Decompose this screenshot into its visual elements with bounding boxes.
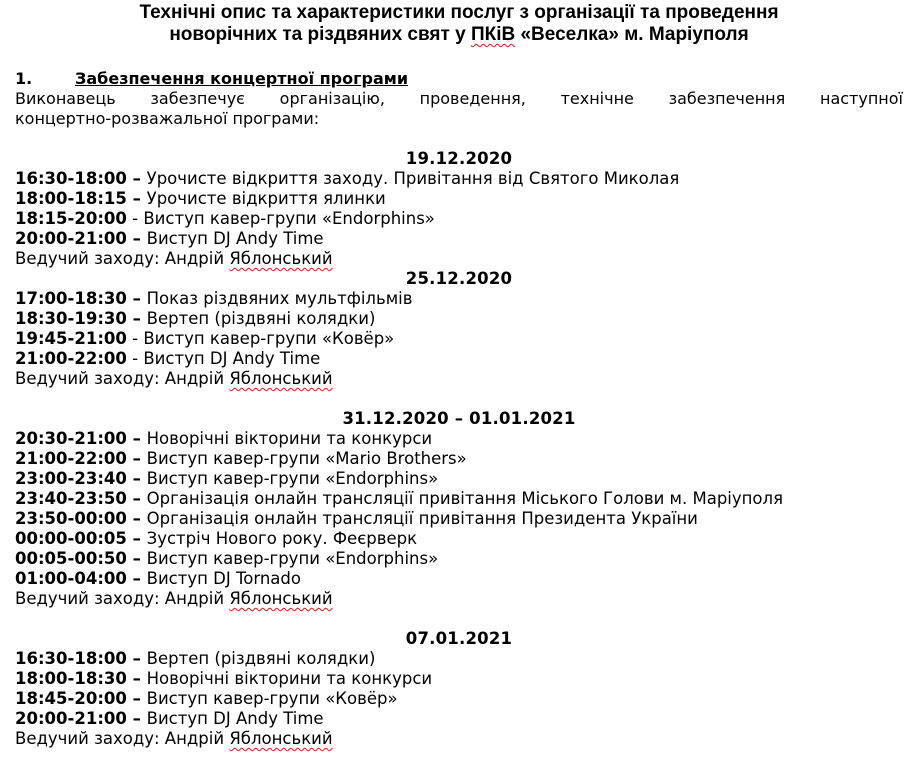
schedule-text: Вертеп (різдвяні колядки) <box>146 649 376 668</box>
schedule-row <box>15 489 903 509</box>
schedule-text: Урочисте відкриття заходу. Привітання від Святого Миколая <box>146 169 680 188</box>
host-line <box>15 369 903 389</box>
host-line <box>15 249 903 269</box>
schedule-time: 01:00-04:00 <box>15 569 127 588</box>
schedule-row <box>15 229 903 249</box>
section-heading <box>15 69 903 89</box>
schedule-row <box>15 329 903 349</box>
schedule-time: 20:30-21:00 <box>15 429 127 448</box>
schedule-text: Виступ кавер-групи «Endorphins» <box>146 469 439 488</box>
schedule-row <box>15 709 903 729</box>
host-surname: Яблонський <box>229 589 333 608</box>
schedule-text: Виступ кавер-групи «Ковёр» <box>146 689 398 708</box>
day-date: 07.01.2021 <box>405 629 513 648</box>
schedule-row <box>15 469 903 489</box>
section-name: Забезпечення концертної програми <box>75 69 409 88</box>
schedule-time: 23:40-23:50 <box>15 489 127 508</box>
title-line-1: Технічні опис та характеристики послуг з організації та проведення <box>139 2 779 23</box>
schedule-row <box>15 309 903 329</box>
schedule-row <box>15 189 903 209</box>
schedule-time: 23:00-23:40 <box>15 469 127 488</box>
host-surname: Яблонський <box>229 729 333 748</box>
schedule-dash: – <box>126 229 147 248</box>
day-block-3 <box>15 409 903 609</box>
section-intro <box>15 89 903 129</box>
schedule-dash: – <box>126 449 147 468</box>
host-line <box>15 729 903 749</box>
schedule-row <box>15 429 903 449</box>
schedule-time: 16:30-18:00 <box>15 649 127 668</box>
schedule-time: 00:00-00:05 <box>15 529 127 548</box>
blank-line <box>15 609 903 629</box>
schedule-time: 18:00-18:15 <box>15 189 127 208</box>
schedule-text: Організація онлайн трансляції привітання Міського Голови м. Маріуполя <box>146 489 783 508</box>
day-date: 19.12.2020 <box>405 149 513 168</box>
document-page <box>15 0 903 749</box>
schedule-time: 23:50-00:00 <box>15 509 127 528</box>
schedule-time: 18:30-19:30 <box>15 309 127 328</box>
schedule-time: 18:00-18:30 <box>15 669 127 688</box>
schedule-dash: – <box>126 469 147 488</box>
intro-line-2: концертно-розважальної програми: <box>15 109 320 128</box>
schedule-dash: – <box>126 509 147 528</box>
schedule-row <box>15 349 903 369</box>
schedule-row <box>15 569 903 589</box>
schedule-row <box>15 649 903 669</box>
schedule-time: 19:45-21:00 <box>15 329 127 348</box>
schedule-time: 16:30-18:00 <box>15 169 127 188</box>
day-block-1 <box>15 149 903 269</box>
schedule-dash: – <box>126 529 147 548</box>
schedule-time: 00:05-00:50 <box>15 549 127 568</box>
schedule-dash: – <box>126 709 147 728</box>
schedule-text: Урочисте відкриття ялинки <box>146 189 386 208</box>
day-date: 31.12.2020 – 01.01.2021 <box>342 409 576 428</box>
section-number: 1. <box>15 69 33 88</box>
schedule-text: Виступ DJ Andy Time <box>146 229 324 248</box>
schedule-time: 21:00-22:00 <box>15 349 127 368</box>
intro-line-1: Виконавець забезпечує організацію, проведення, технічне забезпечення наступної <box>15 89 903 108</box>
day-block-4 <box>15 629 903 749</box>
schedule-text: Організація онлайн трансляції привітання Президента України <box>146 509 698 528</box>
title-line-2 <box>15 24 903 46</box>
schedule-text: Показ різдвяних мультфільмів <box>146 289 413 308</box>
schedule-dash: – <box>126 689 147 708</box>
blank-line <box>15 389 903 409</box>
schedule-dash: – <box>126 169 147 188</box>
schedule-dash: - <box>126 349 144 368</box>
host-surname: Яблонський <box>229 369 333 388</box>
schedule-dash: - <box>126 329 144 348</box>
schedule-row <box>15 449 903 469</box>
host-surname: Яблонський <box>229 249 333 268</box>
day-date: 25.12.2020 <box>405 269 513 288</box>
schedule-row <box>15 669 903 689</box>
schedule-dash: – <box>126 669 147 688</box>
schedule-text: Новорічні вікторини та конкурси <box>146 669 433 688</box>
schedule-row <box>15 549 903 569</box>
host-label: Ведучий заходу: Андрій <box>15 729 230 748</box>
schedule-text: Виступ DJ Andy Time <box>146 709 324 728</box>
title-line-2-end: «Веселка» м. Маріуполя <box>515 24 749 45</box>
schedule-time: 21:00-22:00 <box>15 449 127 468</box>
schedule-text: Виступ кавер-групи «Ковёр» <box>143 329 395 348</box>
title-line-2-start: новорічних та різдвяних свят у <box>169 24 471 45</box>
schedule-row <box>15 529 903 549</box>
schedule-row <box>15 509 903 529</box>
day-block-2 <box>15 269 903 389</box>
host-label: Ведучий заходу: Андрій <box>15 249 230 268</box>
schedule-row <box>15 289 903 309</box>
document-title <box>15 2 903 46</box>
schedule-time: 20:00-21:00 <box>15 709 127 728</box>
schedule-text: Виступ кавер-групи «Endorphins» <box>143 209 435 228</box>
schedule-text: Виступ DJ Andy Time <box>143 349 321 368</box>
schedule-text: Виступ кавер-групи «Mario Brothers» <box>146 449 467 468</box>
schedule-dash: – <box>126 189 147 208</box>
schedule-text: Вертеп (різдвяні колядки) <box>146 309 376 328</box>
schedule-dash: – <box>126 309 147 328</box>
schedule-time: 20:00-21:00 <box>15 229 127 248</box>
schedule-row <box>15 169 903 189</box>
schedule-dash: - <box>126 209 144 228</box>
schedule-text: Виступ DJ Tornado <box>146 569 301 588</box>
host-label: Ведучий заходу: Андрій <box>15 369 230 388</box>
schedule-row <box>15 209 903 229</box>
host-line <box>15 589 903 609</box>
schedule-dash: – <box>126 569 147 588</box>
schedule-row <box>15 689 903 709</box>
schedule-time: 18:15-20:00 <box>15 209 127 228</box>
schedule-dash: – <box>126 489 147 508</box>
schedule-text: Виступ кавер-групи «Endorphins» <box>146 549 439 568</box>
host-label: Ведучий заходу: Андрій <box>15 589 230 608</box>
schedule-time: 18:45-20:00 <box>15 689 127 708</box>
schedule-dash: – <box>126 649 147 668</box>
schedule-dash: – <box>126 549 147 568</box>
schedule-text: Зустріч Нового року. Феєрверк <box>146 529 418 548</box>
title-pkiv: ПКіВ <box>470 24 516 45</box>
schedule-dash: – <box>126 429 147 448</box>
schedule-time: 17:00-18:30 <box>15 289 127 308</box>
blank-line <box>15 129 903 149</box>
schedule-text: Новорічні вікторини та конкурси <box>146 429 433 448</box>
schedule-dash: – <box>126 289 147 308</box>
